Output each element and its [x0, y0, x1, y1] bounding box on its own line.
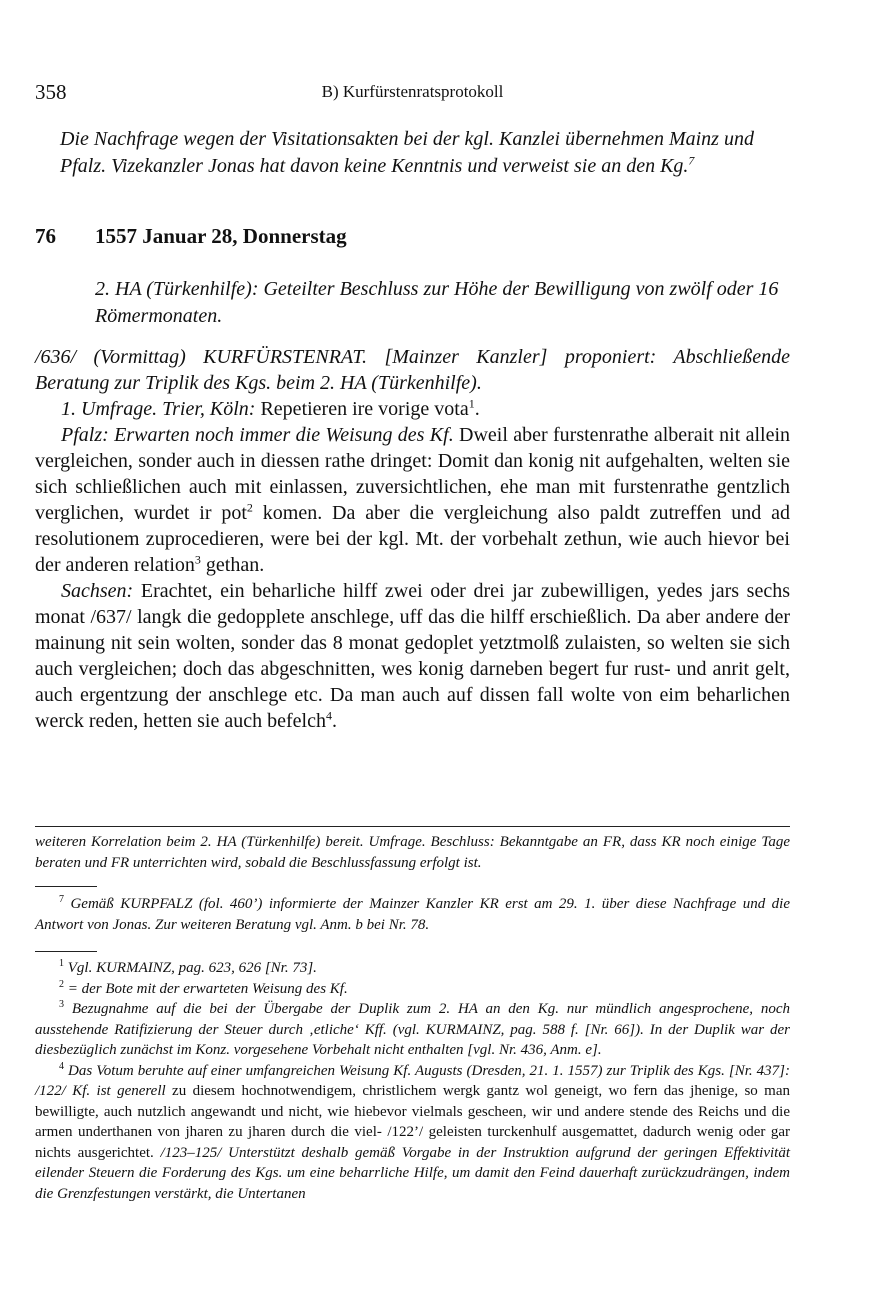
footnote-2-text: = der Bote mit der erwarteten Weisung des Kf.	[67, 980, 348, 997]
period: .	[474, 398, 480, 420]
footnotes-numbered	[35, 958, 790, 1204]
proposition-text: /636/ (Vormittag) KURFÜRSTENRAT. [Mainzer Kanzler] proponiert: Abschließende Beratung zur Triplik des Kgs. beim 2. HA (Türkenhilfe).	[35, 346, 790, 394]
footnote-7-text: Gemäß KURPFALZ (fol. 460’) informierte der Mainzer Kanzler KR erst am 29. 1. über diese Nachfrage und die Antwort von Jonas. Zur weiteren Beratung vgl. Anm. b bei Nr. 78.	[35, 896, 791, 933]
document-date: 1557 Januar 28, Donnerstag	[95, 224, 347, 248]
footnote-continuation-text: weiteren Korrelation beim 2. HA (Türkenhilfe) bereit. Umfrage. Beschluss: Bekanntgabe an FR, dass KR noch einige Tage beraten und FR unterrichten wird, sobald die Beschlussfassung erfolgt ist.	[35, 834, 790, 871]
footnote-continuation	[35, 832, 790, 873]
footnote-mark-4: 4	[59, 1060, 64, 1072]
footnote-rule-short	[35, 886, 97, 887]
footnote-ref-7[interactable]: 7	[688, 153, 695, 168]
running-title: B) Kurfürstenratsprotokoll	[321, 82, 504, 101]
footnote-mark-2: 2	[59, 978, 64, 990]
vote-text: komen. Da aber die vergleichung also paldt zutreffen und ad resolutionem zuprocedieren, were bei der kgl. Mt. der vorbehalt zethun, wie auch hievor bei der anderen relation	[35, 502, 790, 576]
speaker-sachsen: Sachsen:	[61, 580, 134, 602]
document-heading	[35, 224, 795, 249]
footnote-mark-7: 7	[59, 894, 64, 905]
page-number: 358	[35, 80, 67, 104]
speaker-trier-koeln: 1. Umfrage. Trier, Köln:	[61, 398, 256, 420]
footnote-3-text: Bezugnahme auf die bei der Übergabe der Duplik zum 2. HA an den Kg. nur mündlich angesprochene, noch ausstehende Ratifizierung der Steuer durch ‚etliche‘ Kff. (vgl. KURMAINZ, pag. 588 f. [Nr. 66]). In der Duplik war der diesbezüglich zunächst im Konz. vorgesehene Vorbehalt nicht enthalten [vgl. Nr. 436, Anm. e].	[35, 1001, 791, 1058]
vote-text: Erachtet, ein beharliche hilff zwei oder drei jar zubewilligen, yedes jars sechs monat /637/ langk die gedopplete anschlege, uff das die hilff erschießlich. Da aber andere der mainung nit sein wolten, sonder das 8 monat gedoplet yetztmolß zulaisten, so welten sie sich auch vergleichen; doch das abgeschnitten, wes konig darneben begert fur rust- und anrit gelt, auch ergentzung der anschlege etc. Da man auch auf dissen fall wolte von eim beharlichen werck reden, hetten sie auch befelch	[35, 580, 790, 732]
paragraph-pfalz	[35, 422, 790, 578]
paragraph-proposition	[35, 344, 790, 396]
speaker-pfalz: Pfalz: Erwarten noch immer die Weisung des Kf.	[61, 424, 454, 446]
footnote-ref-2[interactable]: 2	[246, 500, 253, 515]
footnote-ref-3[interactable]: 3	[194, 552, 201, 567]
vote-text: Repetieren ire vorige vota	[255, 398, 469, 420]
footnote-2	[35, 979, 790, 1000]
footnote-mark-3: 3	[59, 999, 64, 1010]
page-header	[35, 80, 790, 106]
period: .	[331, 710, 337, 732]
footnote-rule-long	[35, 826, 790, 827]
footnote-mark-1: 1	[59, 958, 64, 969]
footnote-3	[35, 999, 790, 1061]
footnote-1-text: Vgl. KURMAINZ, pag. 623, 626 [Nr. 73].	[67, 960, 317, 976]
footnote-4-quote: zu diesem hochnotwendigem, christlichem wergk gantz wol geneigt, wo fern das jhenige, so man bewilligte, auch nutzlich angewandt und nicht, wie hiebevor vielmals gescheen, wir und andere stende des Reichs und die armen underthanen von jharen zu jharen durch die viel- /122’/ geleisten turckenhulf ausgemattet, dadurch wenig oder gar nichts ausgerichtet.	[35, 1083, 790, 1161]
footnote-1	[35, 958, 790, 979]
footnote-4-text-a: Das Votum beruhte auf einer umfangreichen Weisung Kf. Augusts (Dresden, 21. 1. 1557) zur Triplik des Kgs. [Nr. 437]: /122/ Kf. ist generell	[35, 1062, 790, 1099]
protocol-body	[35, 344, 790, 734]
intro-note-text: Die Nachfrage wegen der Visitationsakten bei der kgl. Kanzlei übernehmen Mainz und Pfalz. Vizekanzler Jonas hat davon keine Kenntnis und verweist sie an den Kg.	[60, 128, 754, 177]
footnote-7	[35, 894, 790, 935]
vote-text: Dweil aber furstenrathe alberait nit allein vergleichen, sonder auch in diessen rathe dringet: Domit dan konig nit aufgehalten, welten sie sich schließlichen auch mit einlassen, zuversichtlichen, ehe man mit furstenrathe gentzlich verglichen, wurdet ir pot	[35, 424, 791, 524]
paragraph-sachsen	[35, 578, 790, 734]
footnote-4	[35, 1061, 790, 1205]
footnote-ref-1[interactable]: 1	[468, 396, 475, 411]
document-number: 76	[35, 224, 56, 248]
document-summary: 2. HA (Türkenhilfe): Geteilter Beschluss zur Höhe der Bewilligung von zwölf oder 16 Römermonaten.	[95, 278, 779, 327]
intro-note	[60, 126, 790, 180]
footnote-4-text-b: /123–125/ Unterstützt deshalb gemäß Vorgabe in der Instruktion aufgrund der geringen Effektivität eilender Steuern die Forderung des Kgs. um eine beharrliche Hilfe, um damit den Feind dauerhaft zurückzudrängen, indem die Grenzfestungen verstärkt, die Untertanen	[35, 1144, 790, 1202]
paragraph-trier-koeln	[35, 396, 790, 422]
footnote-ref-4[interactable]: 4	[325, 708, 332, 723]
vote-text: gethan.	[200, 554, 265, 576]
footnote-rule-short	[35, 951, 97, 952]
